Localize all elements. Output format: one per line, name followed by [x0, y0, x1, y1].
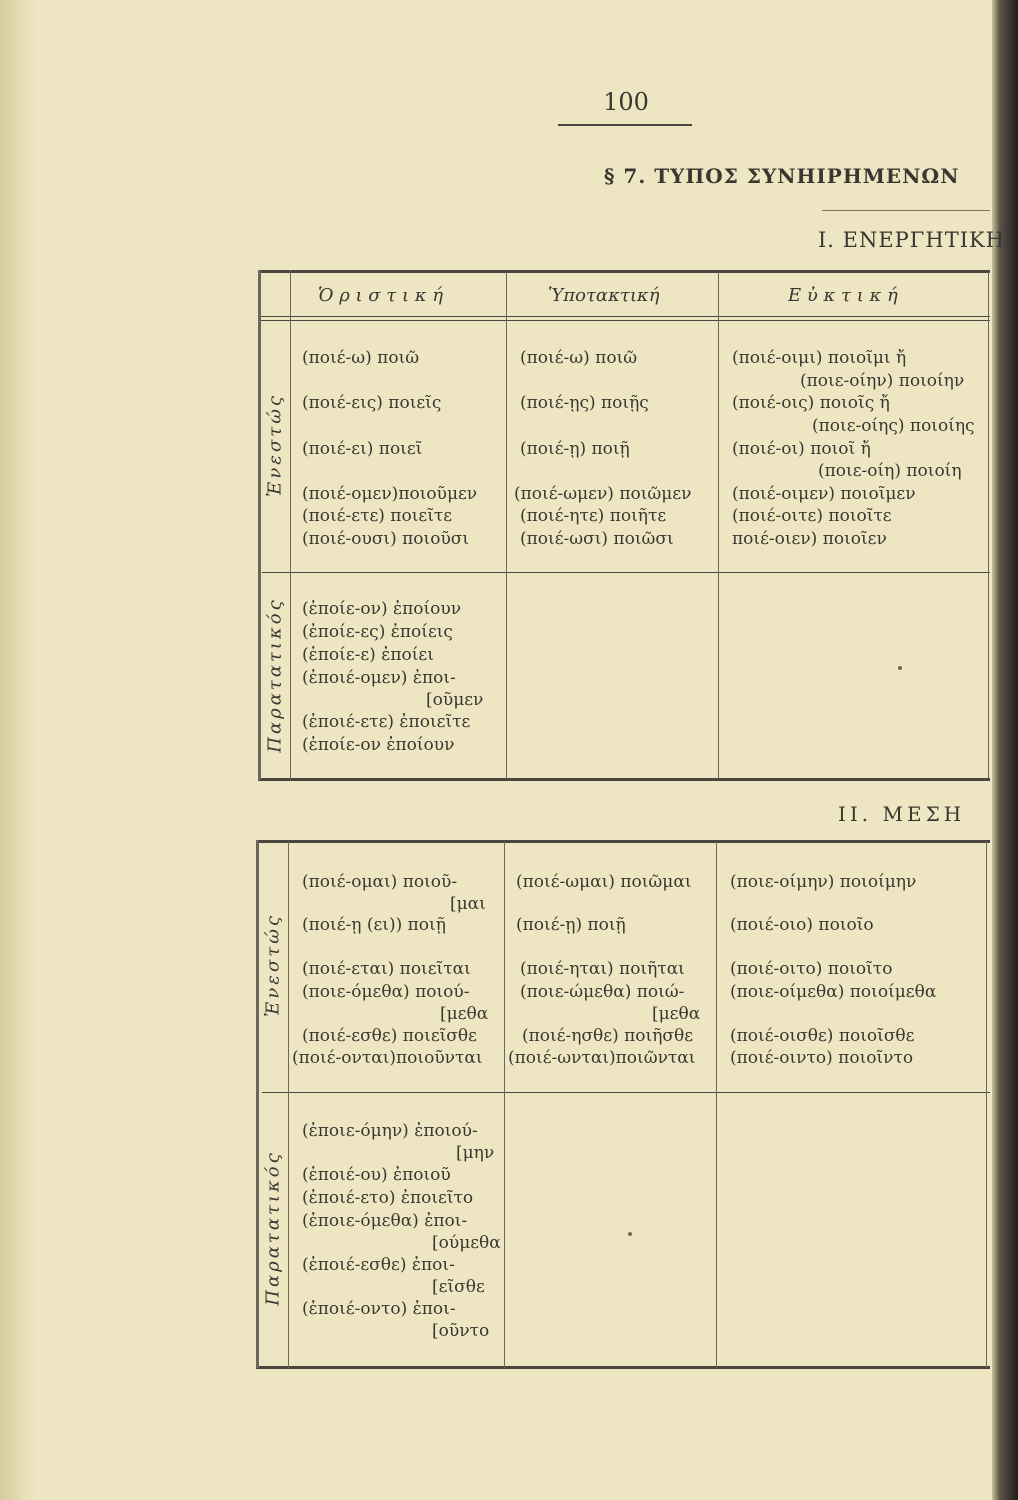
cell-text: (ποιέ-ομαι) ποιοῦ- — [302, 872, 458, 892]
row-label-imperfect-middle: Παρατατικός — [262, 1150, 284, 1306]
cell-text: (ποιε-οίη) ποιοίη — [818, 461, 962, 481]
cell-text: (ποιέ-ωμαι) ποιῶμαι — [516, 872, 692, 892]
table1-col-rule-2 — [506, 272, 507, 778]
cell-text: (ποιέ-ει) ποιεῖ — [302, 439, 423, 459]
cell-text: (ποιε-οίμην) ποιοίμην — [730, 872, 917, 892]
table1-mid-rule — [262, 572, 990, 573]
page-edge — [992, 0, 1018, 1500]
cell-text: (ἐποιέ-οντο) ἐποι- — [302, 1299, 456, 1319]
cell-text: (ποιέ-ῃς) ποιῇς — [520, 393, 649, 413]
cell-text: (ποιέ-οιντο) ποιοῖντο — [730, 1048, 914, 1068]
cell-text: (ἐποίε-ον) ἐποίουν — [302, 599, 462, 619]
cell-text: (ποιέ-οιτε) ποιοῖτε — [732, 506, 892, 526]
table2-col-rule-2 — [504, 842, 505, 1368]
cell-text: [οῦμεν — [426, 690, 484, 710]
cell-text: [μεθα — [440, 1004, 489, 1024]
cell-text: (ποιέ-ωσι) ποιῶσι — [520, 529, 674, 549]
part2-title: ΙΙ. ΜΕΣΗ — [838, 802, 966, 826]
table2-mid-rule — [262, 1092, 990, 1093]
cell-text: (ποιε-ώμεθα) ποιώ- — [520, 982, 685, 1002]
cell-text: (ποιέ-ω) ποιῶ — [520, 348, 638, 368]
cell-text: (ἐποιέ-ετε) ἐποιεῖτε — [302, 712, 471, 732]
row-label-present: Ἐνεστώς — [264, 393, 286, 497]
cell-text: (ποιέ-οιτο) ποιοῖτο — [730, 959, 893, 979]
table2-right-border — [986, 842, 987, 1368]
cell-text: (ποιέ-ετε) ποιεῖτε — [302, 506, 453, 526]
cell-text: [οῦντο — [432, 1321, 490, 1341]
table2-col-rule-1 — [288, 842, 289, 1368]
table1-col-rule-1 — [290, 270, 291, 780]
cell-text: (ἐποίε-ες) ἐποίεις — [302, 622, 453, 642]
cell-text: (ποιέ-οιο) ποιοῖο — [730, 915, 874, 935]
cell-text: (ποιέ-ῃ (ει)) ποιῇ — [302, 915, 446, 935]
cell-text: (ἐποιέ-ετο) ἐποιεῖτο — [302, 1188, 474, 1208]
table1-bottom-border — [258, 778, 990, 781]
table1-right-border — [988, 272, 989, 778]
page-number: 100 — [603, 88, 649, 116]
row-label-present-middle: Ἐνεστώς — [262, 913, 284, 1017]
cell-text: (ποιέ-ονται)ποιοῦνται — [292, 1048, 483, 1068]
cell-text: (ποιέ-εσθε) ποιεῖσθε — [302, 1026, 477, 1046]
section-rule — [822, 210, 990, 211]
cell-text: [μεθα — [652, 1004, 701, 1024]
cell-text: (ποιε-όμεθα) ποιού- — [302, 982, 470, 1002]
cell-text: (ποιέ-εις) ποιεῖς — [302, 393, 442, 413]
cell-text: (ποιέ-ομεν)ποιοῦμεν — [302, 484, 478, 504]
table2-col-rule-3 — [716, 842, 717, 1368]
cell-text: (ποιέ-ησθε) ποιῆσθε — [522, 1026, 694, 1046]
table2-bottom-border — [256, 1366, 990, 1369]
cell-text: (ποιέ-ωμεν) ποιῶμεν — [514, 484, 692, 504]
cell-text: (ποιέ-ηται) ποιῆται — [520, 959, 685, 979]
table2-top-border — [256, 840, 990, 843]
cell-text: [ούμεθα — [432, 1233, 501, 1253]
cell-text: (ποιε-οίμεθα) ποιοίμεθα — [730, 982, 937, 1002]
part1-title: Ι. ΕΝΕΡΓΗΤΙΚΗ — [818, 228, 1005, 252]
ink-speck — [898, 666, 902, 670]
cell-text: (ἐποιε-όμεθα) ἐποι- — [302, 1211, 468, 1231]
header-subjunctive: Ὑποτακτική — [548, 285, 660, 306]
cell-text: (ποιέ-οιμεν) ποιοῖμεν — [732, 484, 916, 504]
cell-text: (ἐποιε-όμην) ἐποιού- — [302, 1121, 478, 1141]
cell-text: [μην — [456, 1143, 495, 1163]
table1-col-rule-3 — [718, 272, 719, 778]
cell-text: (ποιε-οίην) ποιοίην — [800, 371, 965, 391]
cell-text: (ποιέ-ητε) ποιῆτε — [520, 506, 667, 526]
row-label-imperfect: Παρατατικός — [264, 597, 286, 753]
cell-text: (ἐποιέ-ομεν) ἐποι- — [302, 668, 456, 688]
header-indicative: Ὁ ρ ι σ τ ι κ ή — [318, 285, 444, 306]
cell-text: (ποιέ-ῃ) ποιῇ — [520, 439, 630, 459]
cell-text: ποιέ-οιεν) ποιοῖεν — [732, 529, 887, 549]
cell-text: (ποιέ-ωνται)ποιῶνται — [508, 1048, 696, 1068]
cell-text: (ποιε-οίης) ποιοίης — [812, 416, 975, 436]
cell-text: (ποιέ-εται) ποιεῖται — [302, 959, 471, 979]
page-number-rule — [558, 124, 692, 126]
table1-header-rule-2 — [258, 320, 990, 321]
cell-text: (ἐποίε-ε) ἐποίει — [302, 645, 434, 665]
cell-text: (ἐποιέ-εσθε) ἐποι- — [302, 1255, 455, 1275]
cell-text: [εῖσθε — [432, 1277, 485, 1297]
cell-text: (ποιέ-ω) ποιῶ — [302, 348, 420, 368]
cell-text: (ποιέ-οιμι) ποιοῖμι ἤ — [732, 348, 907, 368]
header-optative: Ε ὐ κ τ ι κ ή — [788, 285, 898, 306]
table2-left-border — [256, 840, 259, 1368]
cell-text: (ἐποίε-ον ἐποίουν — [302, 735, 455, 755]
cell-text: (ποιέ-ῃ) ποιῇ — [516, 915, 626, 935]
table1-left-border — [258, 270, 261, 780]
cell-text: (ποιέ-οι) ποιοῖ ἤ — [732, 439, 871, 459]
ink-speck — [628, 1232, 632, 1236]
cell-text: [μαι — [450, 894, 486, 914]
table1-header-rule — [258, 316, 990, 317]
cell-text: (ἐποιέ-ου) ἐποιοῦ — [302, 1165, 451, 1185]
section-title: § 7. ΤΥΠΟΣ ΣΥΝΗΙΡΗΜΕΝΩΝ — [604, 164, 960, 188]
cell-text: (ποιέ-ουσι) ποιοῦσι — [302, 529, 470, 549]
page-spine — [0, 0, 38, 1500]
table1-top-border — [258, 270, 990, 273]
cell-text: (ποιέ-οισθε) ποιοῖσθε — [730, 1026, 915, 1046]
cell-text: (ποιέ-οις) ποιοῖς ἤ — [732, 393, 890, 413]
